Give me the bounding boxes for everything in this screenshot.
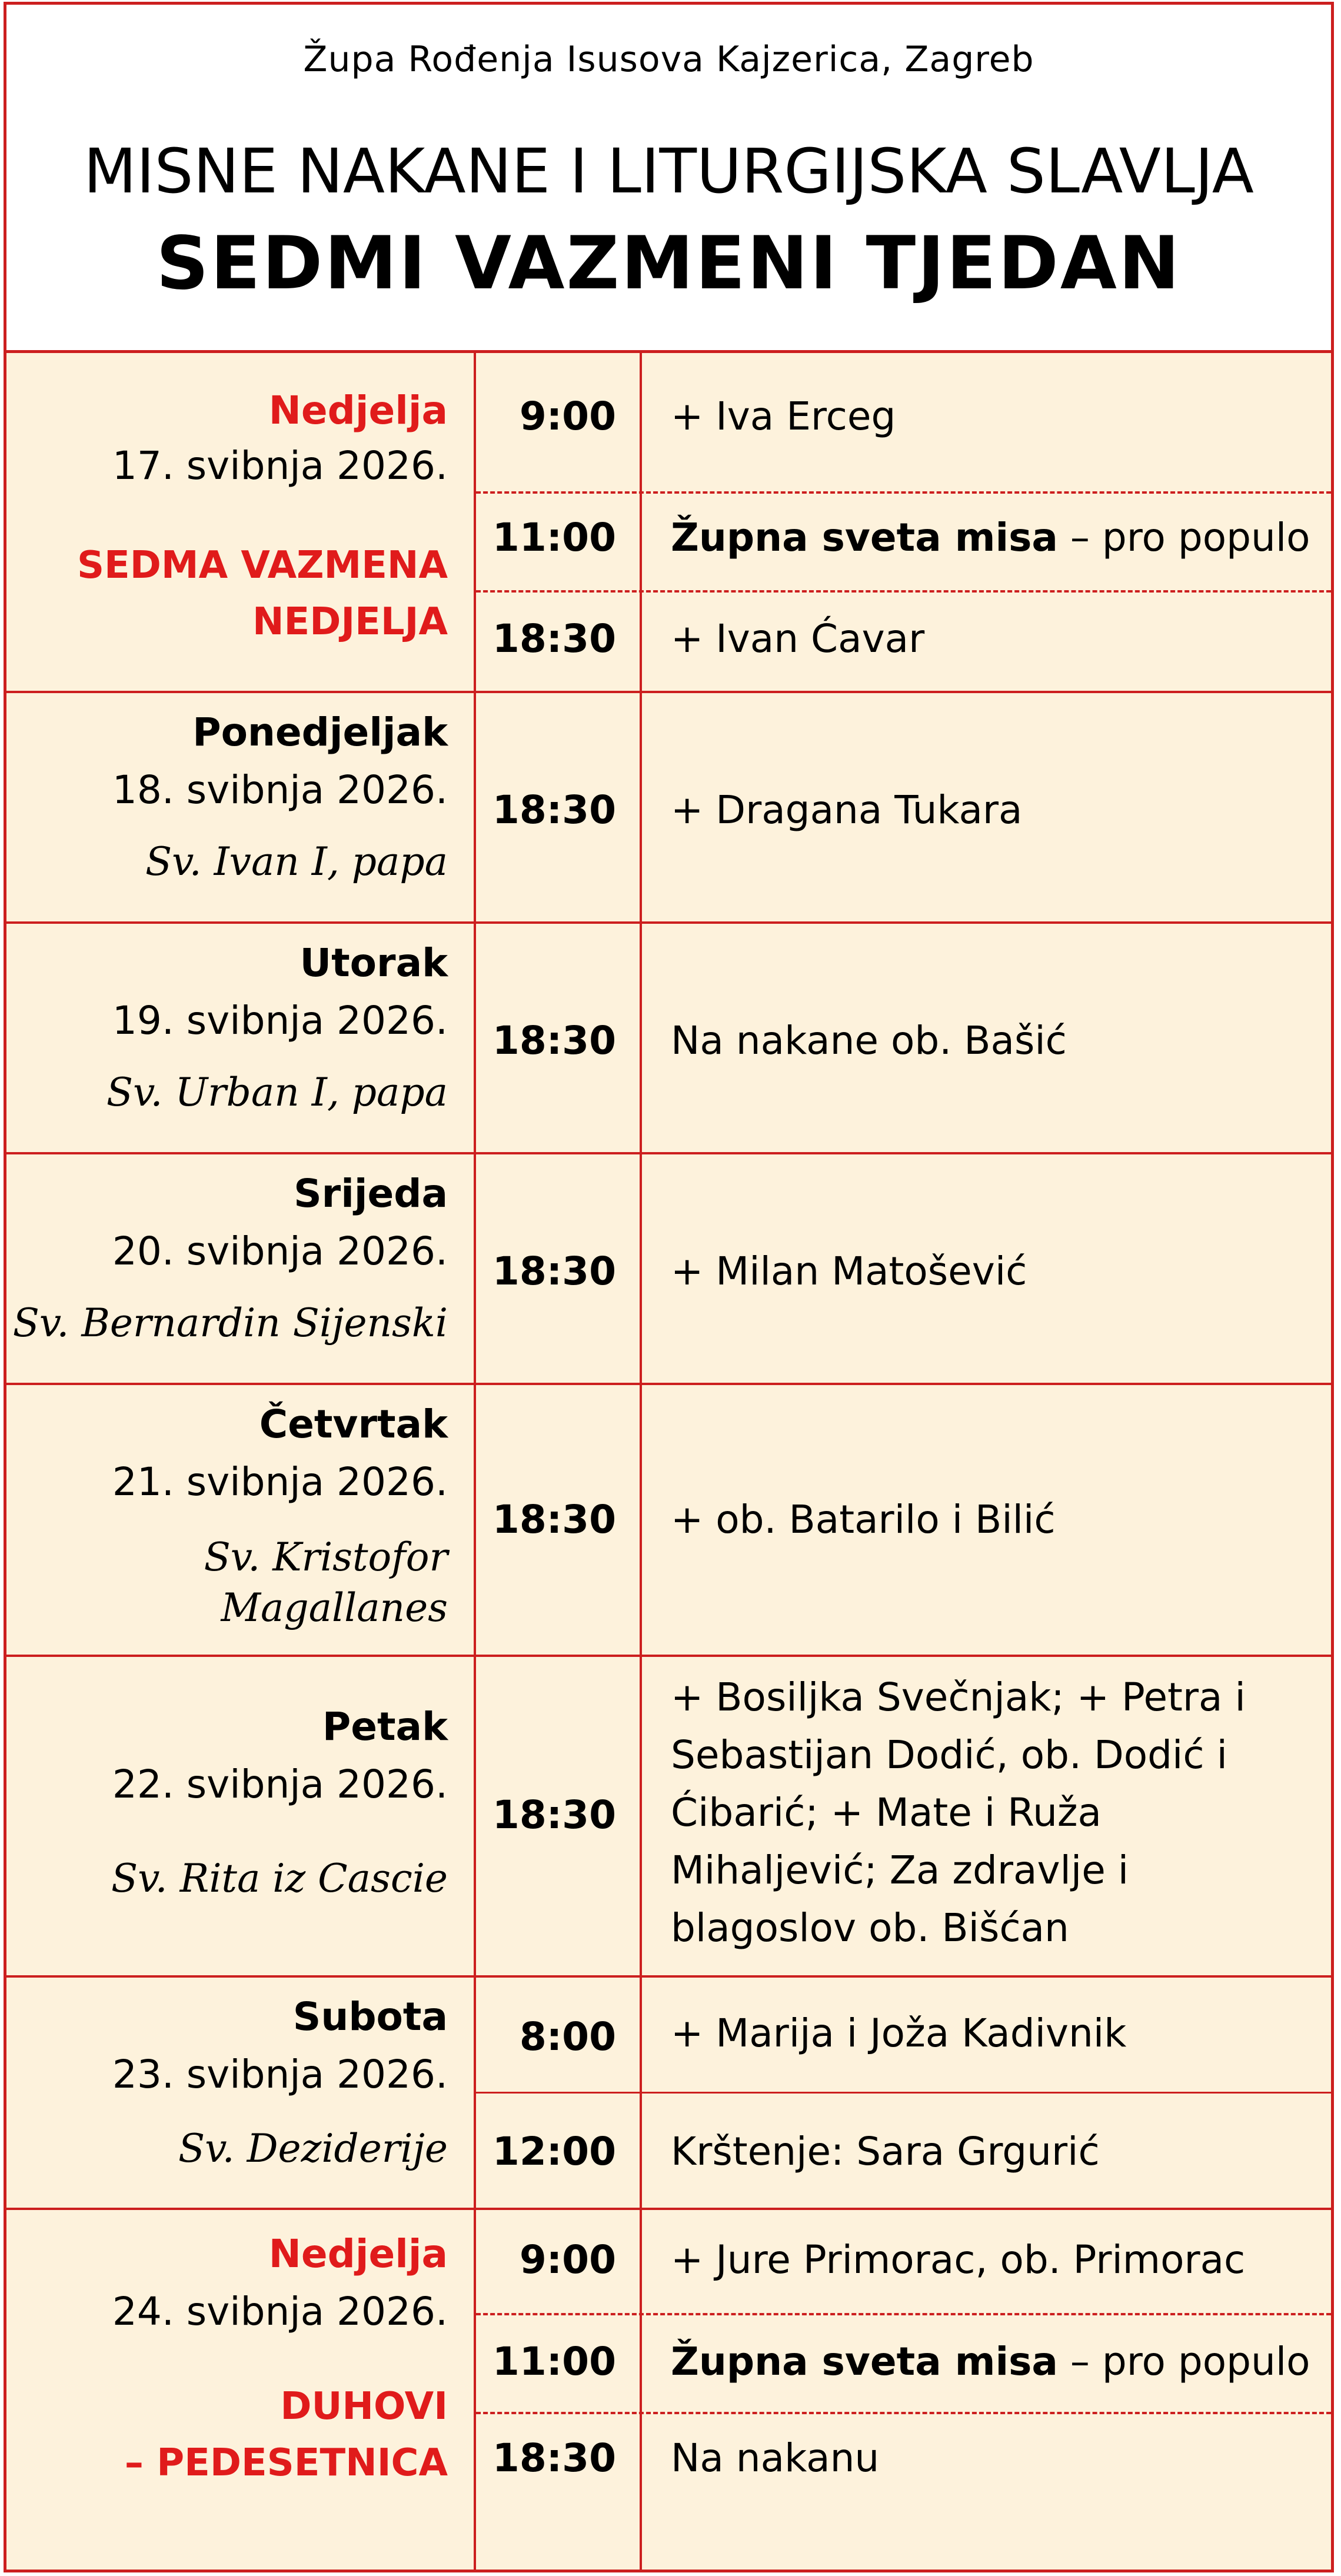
day-date: 24. svibnja 2026. bbox=[112, 2289, 448, 2334]
mass-intention: + Marija i Joža Kadivnik bbox=[671, 2011, 1127, 2056]
mass-intention: Župna sveta misa – pro populo bbox=[671, 515, 1310, 560]
saint-name: Sv. Urban I, papa bbox=[106, 1070, 448, 1115]
day-info bbox=[6, 693, 476, 921]
mass-time: 9:00 bbox=[476, 2210, 642, 2313]
parish-name: Župa Rođenja Isusova Kajzerica, Zagreb bbox=[303, 39, 1034, 80]
day-row bbox=[6, 1385, 1331, 1657]
mass-time: 11:00 bbox=[476, 494, 642, 593]
day-info bbox=[6, 1978, 476, 2208]
mass-slot bbox=[476, 2092, 1331, 2208]
day-date: 19. svibnja 2026. bbox=[112, 998, 448, 1043]
mass-intention: Na nakanu bbox=[671, 2435, 880, 2481]
mass-time: 18:30 bbox=[476, 1385, 642, 1655]
mass-intention: Na nakane ob. Bašić bbox=[671, 1018, 1067, 1063]
mass-intention: + Ivan Ćavar bbox=[671, 616, 925, 661]
day-name: Ponedjeljak bbox=[192, 710, 448, 755]
header bbox=[6, 5, 1331, 353]
mass-intention: + Iva Erceg bbox=[671, 394, 896, 439]
mass-slot bbox=[476, 491, 1331, 593]
day-date: 20. svibnja 2026. bbox=[112, 1229, 448, 1274]
mass-time: 18:30 bbox=[476, 1154, 642, 1383]
saint-name: Sv. Bernardin Sijenski bbox=[12, 1300, 448, 1346]
day-date: 22. svibnja 2026. bbox=[112, 1762, 448, 1807]
day-row bbox=[6, 1978, 1331, 2210]
day-name: Srijeda bbox=[294, 1171, 448, 1216]
schedule-sheet bbox=[4, 2, 1334, 2572]
day-info bbox=[6, 1154, 476, 1383]
day-row bbox=[6, 1154, 1331, 1385]
mass-slot bbox=[476, 590, 1331, 695]
mass-intention: + ob. Batarilo i Bilić bbox=[671, 1497, 1056, 1542]
feast-name: DUHOVI – PEDESETNICA bbox=[124, 2385, 448, 2485]
mass-time: 8:00 bbox=[476, 1978, 642, 2092]
mass-slot bbox=[476, 350, 1331, 491]
day-info bbox=[6, 1657, 476, 1975]
mass-time: 18:30 bbox=[476, 2414, 642, 2572]
day-row bbox=[6, 924, 1331, 1154]
mass-slot bbox=[476, 2313, 1331, 2414]
mass-slot bbox=[476, 924, 1331, 1152]
page-title: MISNE NAKANE I LITURGIJSKA SLAVLJA bbox=[84, 135, 1254, 207]
mass-slot bbox=[476, 693, 1331, 921]
day-row bbox=[6, 2210, 1331, 2572]
mass-time: 18:30 bbox=[476, 1657, 642, 1975]
mass-time: 12:00 bbox=[476, 2094, 642, 2208]
day-name: Nedjelja bbox=[268, 388, 448, 433]
day-name: Utorak bbox=[300, 940, 448, 986]
week-title: SEDMI VAZMENI TJEDAN bbox=[156, 221, 1182, 306]
mass-intention: + Bosiljka Svečnjak; + Petra i Sebastijan Dodić, ob. Dodić i Ćibarić; + Mate i Ruža Mihaljević; Za zdravlje i blagoslov ob. Bišćan bbox=[671, 1675, 1246, 1951]
mass-intention: + Milan Matošević bbox=[671, 1249, 1027, 1294]
saint-name: Sv. Deziderije bbox=[178, 2126, 448, 2171]
saint-name: Sv. Kristofor Magallanes bbox=[204, 1535, 448, 1630]
day-date: 23. svibnja 2026. bbox=[112, 2052, 448, 2097]
day-info bbox=[6, 1385, 476, 1655]
mass-time: 18:30 bbox=[476, 693, 642, 921]
schedule-table bbox=[6, 350, 1331, 2570]
day-date: 17. svibnja 2026. bbox=[112, 443, 448, 488]
mass-time: 11:00 bbox=[476, 2315, 642, 2414]
mass-slot bbox=[476, 1385, 1331, 1655]
day-name: Četvrtak bbox=[259, 1402, 448, 1447]
mass-slot bbox=[476, 1154, 1331, 1383]
mass-time: 9:00 bbox=[476, 350, 642, 491]
mass-intention: + Jure Primorac, ob. Primorac bbox=[671, 2237, 1246, 2282]
day-date: 18. svibnja 2026. bbox=[112, 767, 448, 813]
day-name: Petak bbox=[322, 1704, 448, 1749]
mass-intention: + Dragana Tukara bbox=[671, 787, 1023, 833]
saint-name: Sv. Ivan I, papa bbox=[145, 839, 448, 884]
mass-slot bbox=[476, 2412, 1331, 2572]
day-name: Subota bbox=[292, 1994, 448, 2039]
day-row bbox=[6, 693, 1331, 924]
day-info bbox=[6, 350, 476, 691]
day-row bbox=[6, 1657, 1331, 1978]
mass-intention: Župna sveta misa – pro populo bbox=[671, 2339, 1310, 2384]
mass-time: 18:30 bbox=[476, 924, 642, 1152]
mass-slot bbox=[476, 1978, 1331, 2092]
feast-name: SEDMA VAZMENA NEDJELJA bbox=[76, 544, 448, 644]
day-row bbox=[6, 350, 1331, 693]
mass-slot bbox=[476, 2210, 1331, 2313]
day-name: Nedjelja bbox=[268, 2231, 448, 2277]
mass-intention: Krštenje: Sara Grgurić bbox=[671, 2129, 1100, 2174]
mass-time: 18:30 bbox=[476, 593, 642, 695]
day-info bbox=[6, 2210, 476, 2572]
day-info bbox=[6, 924, 476, 1152]
day-date: 21. svibnja 2026. bbox=[112, 1459, 448, 1505]
mass-slot bbox=[476, 1657, 1331, 1975]
saint-name: Sv. Rita iz Cascie bbox=[111, 1856, 448, 1901]
